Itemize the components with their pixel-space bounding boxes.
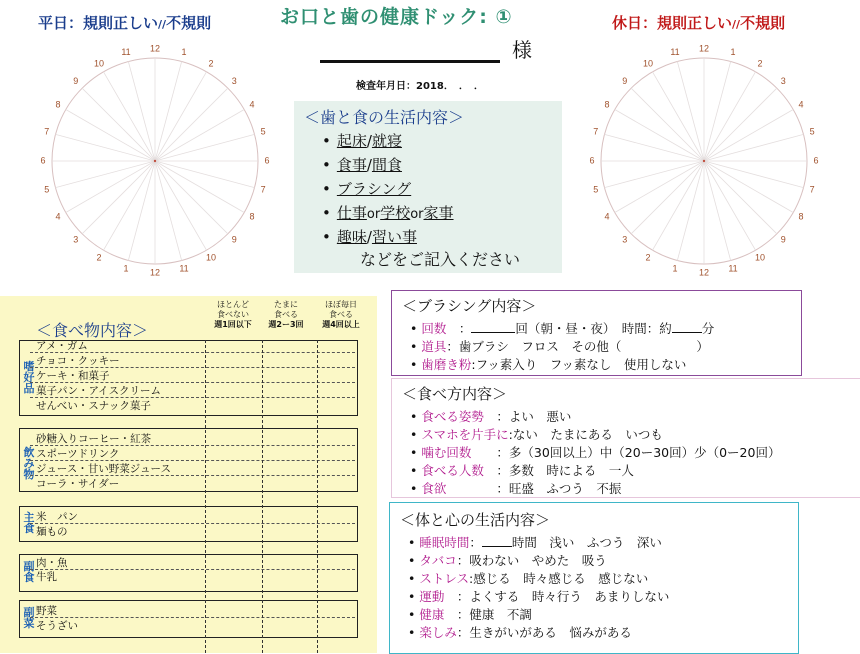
- food-item: 肉・魚: [36, 557, 68, 569]
- life-item-or: or: [366, 207, 381, 222]
- clock-hour-label: 11: [121, 47, 131, 58]
- life-item-work-school-house: [322, 201, 454, 225]
- clock-hour-label: 1: [181, 47, 187, 58]
- clock-hour-label: 8: [798, 211, 804, 222]
- clock-hour-label: 3: [622, 234, 628, 245]
- life-item-hobby-lesson: [322, 225, 454, 249]
- life-item-snack: 間食: [371, 156, 402, 174]
- clock-hour-line: [704, 161, 793, 213]
- clock-hour-line: [155, 88, 228, 161]
- food-item: アメ・ガム: [36, 340, 88, 352]
- brushing-tools-label: 道具: [421, 339, 447, 354]
- bodymind-row: • 健康 ：健康 不調: [408, 607, 532, 622]
- food-col-line: たまに: [274, 300, 298, 309]
- clock-hour-label: 11: [179, 263, 189, 274]
- clock-hour-line: [677, 161, 704, 260]
- food-col-divider: [205, 340, 206, 653]
- clock-hour-label: 10: [93, 58, 105, 69]
- holiday-slash: //: [732, 18, 741, 31]
- clock-hour-label: 2: [96, 252, 102, 263]
- clock-hour-line: [155, 161, 207, 250]
- eating-row: • 食べる人数 ：多数 時による 一人: [410, 463, 634, 478]
- clock-hour-line: [653, 72, 705, 161]
- food-row-line: [30, 569, 355, 570]
- clock-hour-line: [66, 161, 155, 213]
- food-col-line: 週4回以上: [322, 320, 360, 329]
- clock-hour-label: 5: [809, 126, 815, 137]
- clock-hour-line: [155, 161, 244, 213]
- bodymind-row-value[interactable]: ：生きがいがある 悩みがある: [456, 625, 632, 640]
- food-col-divider: [317, 340, 318, 653]
- bodymind-heading: ＜体と心の生活内容＞: [400, 511, 551, 529]
- food-item: 菓子パン・アイスクリーム: [36, 385, 161, 397]
- bodymind-row-value[interactable]: :感じる 時々感じる 感じない: [469, 571, 649, 586]
- brushing-tools-value[interactable]: ：歯ブラシ フロス その他（ ）: [446, 339, 709, 354]
- holiday-irregular-option[interactable]: 不規則: [740, 14, 786, 32]
- food-item: 野菜: [36, 605, 57, 617]
- holiday-24h-clock[interactable]: [589, 43, 819, 278]
- bodymind-row-value[interactable]: ：健康 不調: [444, 607, 532, 622]
- food-group-label: 副食: [23, 560, 35, 584]
- clock-hour-line: [128, 161, 155, 260]
- brushing-tools-row: • 道具：歯ブラシ フロス その他（ ）: [410, 339, 709, 354]
- clock-hour-label: 10: [754, 252, 766, 263]
- clock-hour-line: [704, 62, 731, 161]
- clock-hour-line: [704, 161, 731, 260]
- clock-hour-line: [704, 88, 777, 161]
- clock-hour-label: 9: [73, 76, 79, 87]
- clock-hour-line: [104, 161, 156, 250]
- food-heading: ＜食べ物内容＞: [36, 321, 149, 340]
- life-item-sep: /: [366, 156, 372, 174]
- clock-hour-line: [704, 161, 803, 188]
- clock-hour-label: 7: [809, 184, 815, 195]
- eating-row-label: 食べる人数: [421, 463, 484, 478]
- clock-hour-line: [605, 134, 704, 161]
- clock-hour-line: [704, 134, 803, 161]
- bodymind-row: • ストレス:感じる 時々感じる 感じない: [408, 571, 649, 586]
- clock-hour-label: 9: [780, 234, 786, 245]
- food-col-line: 食べない: [217, 310, 249, 319]
- clock-hour-label: 8: [604, 99, 610, 110]
- brushing-paste-row: • 歯磨き粉:フッ素入り フッ素なし 使用しない: [410, 357, 687, 372]
- clock-hour-line: [56, 134, 155, 161]
- bodymind-row-label: 健康: [419, 607, 445, 622]
- food-group-sweets: [19, 340, 358, 416]
- food-row-line: [30, 445, 355, 446]
- clock-hour-label: 5: [593, 184, 599, 195]
- food-row-line: [30, 460, 355, 461]
- bodymind-row-label: タバコ: [419, 553, 457, 568]
- clock-hour-label: 1: [730, 47, 736, 58]
- clock-center-dot: [703, 160, 705, 162]
- food-item: チョコ・クッキー: [36, 355, 120, 367]
- food-group-drinks: [19, 428, 358, 492]
- life-item-hobby: 趣味: [336, 228, 367, 246]
- food-item: コーラ・サイダー: [36, 478, 120, 490]
- life-item-meal-snack: [322, 153, 454, 177]
- clock-hour-line: [56, 161, 155, 188]
- clock-hour-label: 2: [757, 58, 763, 69]
- eating-row-value[interactable]: ：よい 悪い: [483, 409, 572, 424]
- food-item: ケーキ・和菓子: [36, 370, 110, 382]
- clock-hour-line: [128, 62, 155, 161]
- eating-row: • 食欲 ：旺盛 ふつう 不振: [410, 481, 622, 496]
- clock-hour-line: [104, 72, 156, 161]
- food-row-line: [30, 523, 355, 524]
- life-item-sep: /: [366, 228, 372, 246]
- clock-hour-label: 4: [798, 99, 804, 110]
- food-col-line: 食べる: [329, 310, 353, 319]
- life-content-box: [294, 101, 562, 273]
- clock-hour-label: 1: [672, 263, 678, 274]
- clock-hour-label: 6: [40, 155, 46, 166]
- clock-hour-label: 12: [698, 267, 710, 278]
- clock-hour-line: [82, 88, 155, 161]
- clock-hour-label: 5: [260, 126, 266, 137]
- weekday-header: [38, 12, 211, 33]
- brushing-paste-label: 歯磨き粉: [421, 357, 472, 372]
- weekday-slash: //: [158, 18, 167, 31]
- clock-hour-label: 12: [149, 43, 161, 54]
- brushing-panel: [391, 290, 802, 376]
- brushing-count-input[interactable]: [471, 320, 515, 333]
- life-item-school: 学校: [380, 204, 411, 222]
- clock-hour-label: 4: [55, 211, 61, 222]
- food-col-line: ほぼ毎日: [325, 300, 357, 309]
- clock-hour-line: [615, 161, 704, 213]
- life-item-brushing-label: ブラシング: [336, 180, 412, 198]
- clock-hour-line: [704, 110, 793, 162]
- brushing-count-label: 回数: [421, 321, 447, 336]
- food-item: せんべい・スナック菓子: [36, 400, 151, 412]
- life-item-meal: 食事: [336, 156, 367, 174]
- food-group-label: 主食: [23, 511, 35, 535]
- clock-hour-label: 7: [44, 126, 50, 137]
- clock-hour-line: [631, 88, 704, 161]
- clock-hour-line: [605, 161, 704, 188]
- clock-hour-label: 3: [780, 76, 786, 87]
- eating-row-label: 食欲: [421, 481, 447, 496]
- food-group-staple: [19, 506, 358, 542]
- eating-row-label: スマホを片手に: [421, 427, 509, 442]
- exam-date: 検査年月日：2018． ． ．: [356, 81, 484, 92]
- food-col-daily: [312, 300, 370, 330]
- eating-row-value[interactable]: ：旺盛 ふつう 不振: [446, 481, 622, 496]
- food-group-side-veg: [19, 600, 358, 638]
- eating-row-value[interactable]: ：多数 時による 一人: [483, 463, 634, 478]
- food-col-rarely: [204, 300, 262, 330]
- clock-hour-label: 8: [249, 211, 255, 222]
- life-item-housework: 家事: [423, 204, 454, 222]
- eating-row-label: 食べる姿勢: [421, 409, 484, 424]
- holiday-label: 休日：: [612, 14, 658, 32]
- name-input-line[interactable]: [320, 60, 500, 63]
- life-item-wake: 起床: [336, 132, 367, 150]
- clock-hour-line: [155, 72, 207, 161]
- weekday-regular-option[interactable]: 規則正しい: [83, 14, 159, 32]
- life-item-sleep: 就寝: [371, 132, 402, 150]
- life-item-work: 仕事: [336, 204, 367, 222]
- clock-hour-label: 3: [231, 76, 237, 87]
- food-col-divider: [262, 340, 263, 653]
- clock-hour-label: 6: [813, 155, 819, 166]
- life-heading: ＜歯と食の生活内容＞: [304, 108, 465, 127]
- clock-hour-line: [704, 161, 777, 234]
- food-item: ジュース・甘い野菜ジュース: [36, 463, 172, 475]
- food-group-label: 嗜好品: [23, 360, 35, 395]
- food-item: 米 パン: [36, 511, 78, 523]
- clock-hour-label: 3: [73, 234, 79, 245]
- food-item: 砂糖入りコーヒー・紅茶: [36, 433, 152, 445]
- clock-hour-label: 10: [205, 252, 217, 263]
- food-col-line: 食べる: [274, 310, 298, 319]
- life-note: などをご記入ください: [360, 250, 521, 269]
- clock-hour-label: 5: [44, 184, 50, 195]
- bodymind-sleep-input[interactable]: [482, 534, 512, 547]
- clock-hour-label: 4: [249, 99, 255, 110]
- food-col-sometimes: [257, 300, 315, 330]
- clock-hour-line: [155, 110, 244, 162]
- food-group-label: 副菜: [23, 606, 35, 630]
- food-col-line: 週1回以下: [214, 320, 252, 329]
- bodymind-sleep-depth[interactable]: 浅い ふつう 深い: [536, 535, 662, 550]
- weekday-irregular-option[interactable]: 不規則: [166, 14, 212, 32]
- eating-row-value[interactable]: ：多（30回以上）中（20ー30回）少（0ー20回）: [471, 445, 781, 460]
- clock-hour-label: 12: [698, 43, 710, 54]
- clock-hour-line: [155, 134, 254, 161]
- food-col-line: 週2ー3回: [268, 320, 304, 329]
- brushing-time-input[interactable]: [672, 320, 702, 333]
- clock-hour-label: 11: [728, 263, 738, 274]
- brushing-heading: ＜ブラシング内容＞: [402, 297, 537, 315]
- clock-hour-line: [66, 110, 155, 162]
- weekday-24h-clock[interactable]: [40, 43, 270, 278]
- clock-hour-line: [155, 161, 228, 234]
- bodymind-row-label: 楽しみ: [419, 625, 457, 640]
- page-title: お口と歯の健康ドック: ①: [280, 6, 513, 28]
- clock-hour-line: [82, 161, 155, 234]
- clock-hour-label: 11: [670, 47, 680, 58]
- eating-row-label: 噛む回数: [421, 445, 472, 460]
- eating-panel: [391, 378, 860, 498]
- brushing-count-row: • 回数 ： 回（朝・昼・夜） 時間：約 分: [410, 321, 715, 336]
- clock-hour-line: [704, 72, 756, 161]
- life-item-brushing: [322, 177, 454, 201]
- bodymind-row-label: ストレス: [419, 571, 470, 586]
- food-section: [0, 296, 377, 653]
- life-item-list: [322, 129, 454, 249]
- clock-hour-label: 6: [589, 155, 595, 166]
- clock-hour-label: 9: [231, 234, 237, 245]
- clock-hour-line: [653, 161, 705, 250]
- food-row-line: [30, 475, 355, 476]
- life-item-or: or: [410, 207, 424, 222]
- bodymind-sleep-label: 睡眠時間: [419, 535, 470, 550]
- clock-hour-label: 7: [260, 184, 266, 195]
- holiday-regular-option[interactable]: 規則正しい: [657, 14, 733, 32]
- clock-hour-label: 10: [642, 58, 654, 69]
- eating-row: • 噛む回数 ：多（30回以上）中（20ー30回）少（0ー20回）: [410, 445, 781, 460]
- clock-hour-label: 8: [55, 99, 61, 110]
- clock-center-dot: [154, 160, 156, 162]
- clock-hour-line: [155, 161, 254, 188]
- food-row-line: [30, 617, 355, 618]
- clock-hour-line: [677, 62, 704, 161]
- bodymind-row: • 運動 ：よくする 時々行う あまりしない: [408, 589, 670, 604]
- clock-hour-label: 1: [123, 263, 129, 274]
- eating-heading: ＜食べ方内容＞: [402, 385, 508, 403]
- food-item: そうざい: [36, 620, 78, 632]
- clock-hour-label: 4: [604, 211, 610, 222]
- food-group-side-protein: [19, 554, 358, 592]
- bodymind-sleep-unit: 時間: [511, 535, 537, 550]
- bodymind-sleep-row: • 睡眠時間： 時間 浅い ふつう 深い: [408, 535, 662, 550]
- food-item: 麺もの: [36, 526, 68, 538]
- clock-hour-label: 6: [264, 155, 270, 166]
- clock-hour-line: [615, 110, 704, 162]
- bodymind-row-value[interactable]: ：よくする 時々行う あまりしない: [444, 589, 670, 604]
- clock-hour-label: 12: [149, 267, 161, 278]
- clock-hour-label: 9: [622, 76, 628, 87]
- clock-hour-label: 2: [645, 252, 651, 263]
- clock-hour-line: [704, 161, 756, 250]
- food-col-line: ほとんど: [217, 300, 249, 309]
- food-item: 牛乳: [36, 571, 57, 583]
- brushing-time-text: 時間：約: [621, 321, 672, 336]
- brushing-count-text: 回（朝・昼・夜）: [515, 321, 610, 336]
- life-item-wake-sleep: [322, 129, 454, 153]
- clock-hour-line: [155, 62, 182, 161]
- food-item: スポーツドリンク: [36, 448, 120, 460]
- brushing-paste-value[interactable]: :フッ素入り フッ素なし 使用しない: [471, 357, 687, 372]
- weekday-label: 平日：: [38, 14, 84, 32]
- clock-hour-line: [631, 161, 704, 234]
- bodymind-panel: [389, 502, 799, 654]
- eating-row: • スマホを片手に:ない たまにある いつも: [410, 427, 663, 442]
- clock-hour-label: 2: [208, 58, 214, 69]
- bodymind-row-label: 運動: [419, 589, 445, 604]
- food-row-line: [30, 367, 355, 368]
- bodymind-row: • 楽しみ：生きがいがある 悩みがある: [408, 625, 632, 640]
- food-row-line: [30, 397, 355, 398]
- life-item-lesson: 習い事: [371, 228, 417, 246]
- name-suffix: 様: [512, 38, 532, 62]
- brushing-time-unit: 分: [701, 321, 715, 336]
- bodymind-row: • タバコ：吸わない やめた 吸う: [408, 553, 607, 568]
- life-item-sep: /: [366, 132, 372, 150]
- clock-hour-line: [155, 161, 182, 260]
- eating-row: • 食べる姿勢 ：よい 悪い: [410, 409, 572, 424]
- holiday-header: [612, 12, 785, 33]
- eating-row-value[interactable]: :ない たまにある いつも: [508, 427, 663, 442]
- bodymind-row-value[interactable]: ：吸わない やめた 吸う: [456, 553, 607, 568]
- food-row-line: [30, 352, 355, 353]
- food-group-label: 飲み物: [23, 446, 35, 481]
- clock-hour-label: 7: [593, 126, 599, 137]
- food-row-line: [30, 382, 355, 383]
